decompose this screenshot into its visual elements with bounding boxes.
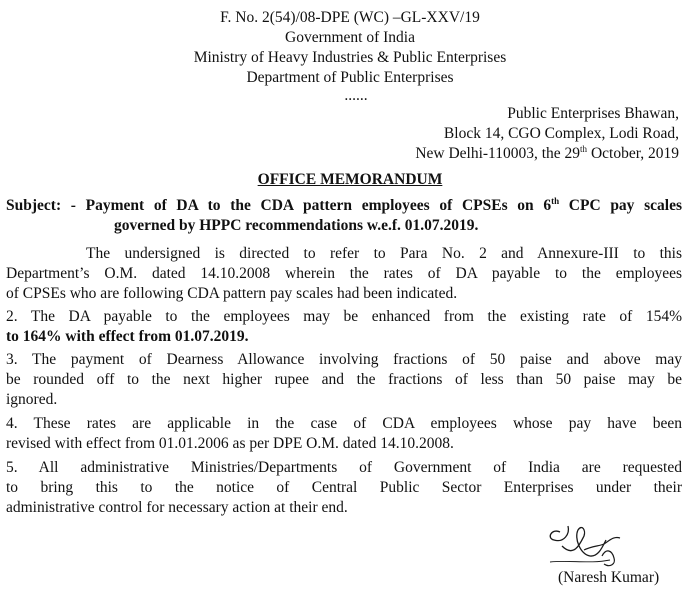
paragraph-1-line-2: Department’s O.M. dated 14.10.2008 wherein the rates of DA payable to the employees [6, 265, 682, 282]
header-dots: ...... [344, 87, 368, 104]
paragraph-3-line-2: be rounded off to the next higher rupee and the fractions of less than 50 paise may be [6, 371, 682, 388]
file-number: F. No. 2(54)/08-DPE (WC) –GL-XXV/19 [220, 9, 480, 26]
paragraph-1-line-1: The undersigned is directed to refer to Para No. 2 and Annexure-III to this [86, 245, 682, 262]
paragraph-2-line-1: 2. The DA payable to the employees may be enhanced from the existing rate of 154% [6, 308, 682, 325]
subject-line-2: governed by HPPC recommendations w.e.f. 01.07.2019. [114, 217, 479, 234]
department-name: Department of Public Enterprises [246, 69, 454, 86]
paragraph-5-line-2: to bring this to the notice of Central Public Sector Enterprises under their [6, 479, 682, 496]
address-line-1: Public Enterprises Bhawan, [507, 105, 679, 122]
address-line-3: New Delhi-110003, the 29th October, 2019 [415, 143, 679, 162]
government-name: Government of India [285, 29, 415, 46]
paragraph-1-line-3: of CPSEs who are following CDA pattern pay scales had been indicated. [6, 285, 458, 302]
paragraph-4-line-2: revised with effect from 01.01.2006 as per DPE O.M. dated 14.10.2008. [6, 435, 454, 452]
paragraph-5-line-1: 5. All administrative Ministries/Departments of Government of India are requested [6, 459, 682, 476]
paragraph-3-line-1: 3. The payment of Dearness Allowance involving fractions of 50 paise and above may [6, 351, 682, 368]
paragraph-5-line-3: administrative control for necessary action at their end. [6, 499, 348, 516]
ministry-name: Ministry of Heavy Industries & Public Enterprises [193, 49, 507, 66]
memorandum-title: OFFICE MEMORANDUM [257, 171, 443, 188]
paragraph-3-line-3: ignored. [6, 391, 58, 408]
handwritten-signature [540, 510, 640, 570]
paragraph-2-line-2: to 164% with effect from 01.07.2019. [6, 328, 249, 345]
paragraph-4-line-1: 4. These rates are applicable in the case of CDA employees whose pay have been [6, 415, 682, 432]
subject-line-1: Subject: - Payment of DA to the CDA pattern employees of CPSEs on 6th CPC pay scales [6, 195, 682, 214]
signatory-name: (Naresh Kumar) [558, 569, 660, 586]
address-line-2: Block 14, CGO Complex, Lodi Road, [443, 125, 679, 142]
